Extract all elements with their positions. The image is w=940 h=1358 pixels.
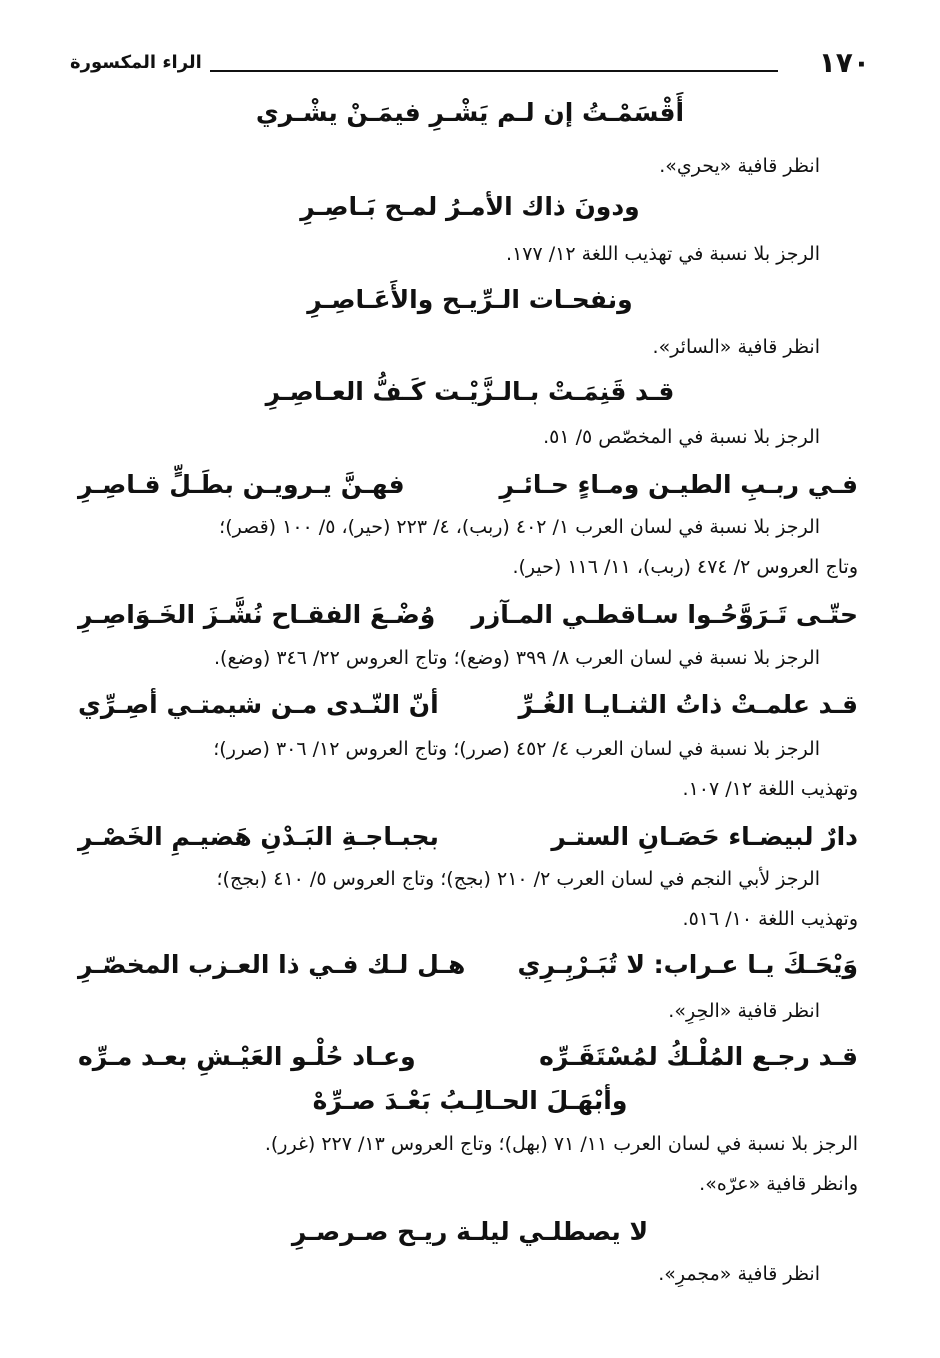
verse-first-hemistich: حتّـى تَـرَوَّحُـوا سـاقطـي المـآزر	[471, 600, 858, 629]
reference-note: الرجز لأبي النجم في لسان العرب ٢/ ٢١٠ (بجج)؛ وتاج العروس ٥/ ٤١٠ (بجج)؛	[216, 868, 820, 890]
verse-line: ودونَ ذاك الأمـرُ لمـح بَـاصِـرِ	[300, 192, 640, 221]
verse-first-hemistich: قـد رجـع المُلْـكُ لمُسْتَقَـرِّه	[539, 1042, 858, 1071]
reference-note: انظر قافية «مجمرِ».	[658, 1263, 820, 1285]
reference-note: وتهذيب اللغة ١٢/ ١٠٧.	[682, 778, 858, 800]
reference-note: انظر قافية «السائر».	[652, 336, 820, 358]
reference-note: وتاج العروس ٢/ ٤٧٤ (ربب)، ١١/ ١١٦ (حير).	[512, 556, 858, 578]
reference-note: الرجز بلا نسبة في المخصّص ٥/ ٥١.	[543, 426, 820, 448]
reference-note: انظر قافية «الحِرِ».	[668, 1000, 820, 1022]
verse-second-hemistich: أنّ النّـدى مـن شيمتـي أصِـرِّي	[78, 690, 439, 719]
verse-third-hemistich: وأبْهَـلَ الحـالِـبُ بَعْـدَ صـرِّهْ	[312, 1086, 628, 1115]
verse-first-hemistich: وَيْحَـكَ يـا عـراب: لا تُبَـرْبِـرِي	[517, 950, 858, 979]
verse-second-hemistich: هـل لـك فـي ذا العـزب المخصّـرِ	[78, 950, 466, 979]
reference-note: الرجز بلا نسبة في لسان العرب ٤/ ٤٥٢ (صرر)؛ وتاج العروس ١٢/ ٣٠٦ (صرر)؛	[213, 738, 820, 760]
verse-first-hemistich: فـي ربـبِ الطيـن ومـاءٍ حـائـرِ	[499, 470, 858, 499]
verse-line: ونفحـات الـرِّيـح والأَعَـاصِـرِ	[307, 285, 633, 314]
reference-note: الرجز بلا نسبة في لسان العرب ١/ ٤٠٢ (ربب)، ٤/ ٢٢٣ (حير)، ٥/ ١٠٠ (قصر)؛	[219, 516, 820, 538]
verse-line: لا يصطلـي ليلـة ريـح صـرصـرِ	[291, 1217, 649, 1246]
verse-second-hemistich: فهـنَّ يـرويـن بطَـلٍّ قـاصِـرِ	[78, 470, 405, 499]
reference-note: الرجز بلا نسبة في لسان العرب ١١/ ٧١ (بهل)؛ وتاج العروس ١٣/ ٢٢٧ (غرر).	[264, 1133, 858, 1155]
reference-note: وانظر قافية «عرّه».	[699, 1173, 858, 1195]
verse-second-hemistich: وُضْـعَ الفقـاح نُشَّـزَ الخَـوَاصِـرِ	[78, 600, 436, 629]
verse-line: قـد قَنِمَـتْ بـالـزَّيْـت كَـفُّ العـاصِـرِ	[265, 377, 675, 406]
reference-note: وتهذيب اللغة ١٠/ ٥١٦.	[682, 908, 858, 930]
reference-note: انظر قافية «يحري».	[659, 155, 820, 177]
verse-second-hemistich: وعـاد حُلْـو العَيْـشِ بعـد مـرِّه	[78, 1042, 416, 1071]
running-head: الراء المكسورة	[70, 52, 202, 73]
verse-first-hemistich: قـد علمـتْ ذاتُ الثنـايـا الغُـرِّ	[518, 690, 858, 719]
verse-first-hemistich: دارٌ لبيضـاء حَصَـانِ الستـر	[551, 822, 858, 851]
reference-note: الرجز بلا نسبة في لسان العرب ٨/ ٣٩٩ (وضع)؛ وتاج العروس ٢٢/ ٣٤٦ (وضع).	[214, 647, 820, 669]
verse-second-hemistich: بجبـاجـةِ البَـدْنِ هَضيـمِ الخَصْـرِ	[78, 822, 439, 851]
verse-line: أَقْسَمْـتُ إن لـم يَشْـرِ فيمَـنْ يشْـري	[255, 98, 685, 127]
header-rule	[210, 70, 778, 72]
reference-note: الرجز بلا نسبة في تهذيب اللغة ١٢/ ١٧٧.	[506, 243, 820, 265]
page-header	[70, 46, 870, 86]
page-number: ١٧٠	[818, 46, 870, 79]
